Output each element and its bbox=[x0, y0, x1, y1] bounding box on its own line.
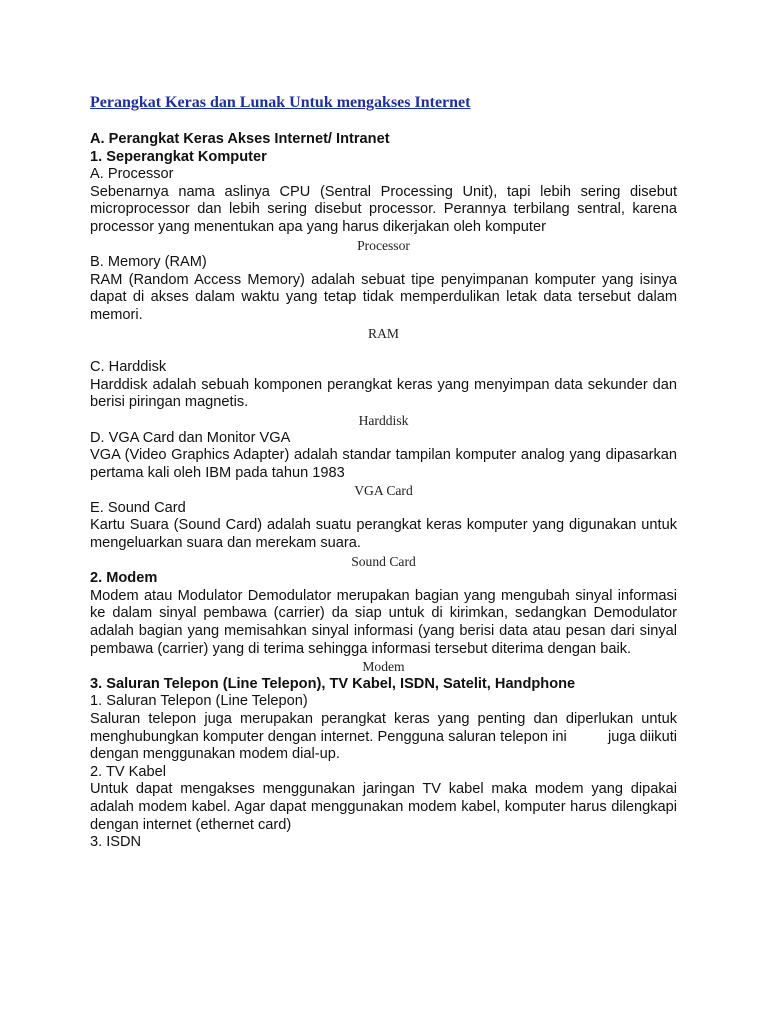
vga-caption: VGA Card bbox=[354, 483, 413, 499]
processor-caption: Processor bbox=[357, 237, 410, 253]
harddisk-text: Harddisk adalah sebuah komponen perangkat keras yang menyimpan data sekunder dan berisi piringan magnetis. bbox=[90, 376, 677, 411]
vga-text: VGA (Video Graphics Adapter) adalah standar tampilan komputer analog yang dipasarkan pertama kali oleh IBM pada tahun 1983 bbox=[90, 447, 677, 481]
harddisk-caption: Harddisk bbox=[358, 412, 409, 428]
harddisk-label: C. Harddisk bbox=[90, 359, 167, 376]
soundcard-caption: Sound Card bbox=[351, 553, 416, 569]
spacer bbox=[90, 342, 677, 359]
section-2-heading: 2. Modem bbox=[90, 570, 158, 587]
document-title-link[interactable]: Perangkat Keras dan Lunak Untuk mengakses Internet bbox=[90, 94, 471, 111]
vga-label: D. VGA Card dan Monitor VGA bbox=[90, 429, 291, 446]
processor-text: Sebenarnya nama aslinya CPU (Sentral Processing Unit), tapi lebih sering disebut microprocessor dan lebih sering disebut processor. Perannya terbilang sentral, karena processor yang menentukan apa yang harus dikerjakan oleh komputer bbox=[90, 183, 677, 235]
tvkabel-text: Untuk dapat mengakses menggunakan jaringan TV kabel maka modem yang dipakai adalah modem kabel. Agar dapat menggunakan modem kabel, komputer harus dilengkapi dengan internet (ethernet card) bbox=[90, 781, 677, 833]
telepon-label: 1. Saluran Telepon (Line Telepon) bbox=[90, 693, 308, 710]
soundcard-text: Kartu Suara (Sound Card) adalah suatu perangkat keras komputer yang digunakan untuk mengeluarkan suara dan merekam suara. bbox=[90, 517, 677, 552]
memory-label: B. Memory (RAM) bbox=[90, 254, 207, 271]
memory-caption: RAM bbox=[368, 325, 399, 341]
telepon-text: Saluran telepon juga merupakan perangkat keras yang penting dan diperlukan untuk menghubungkan komputer dengan internet. Pengguna saluran telepon ini juga diikuti dengan menggunakan modem dial-up. bbox=[90, 711, 682, 763]
section-a-heading: A. Perangkat Keras Akses Internet/ Intranet bbox=[90, 131, 390, 147]
tvkabel-label: 2. TV Kabel bbox=[90, 763, 166, 780]
isdn-label: 3. ISDN bbox=[90, 834, 142, 851]
memory-text: RAM (Random Access Memory) adalah sebuat tipe penyimpanan komputer yang isinya dapat di akses dalam waktu yang tetap tidak memperdulikan letak data tersebut dalam memori. bbox=[90, 271, 677, 323]
modem-text: Modem atau Modulator Demodulator merupakan bagian yang mengubah sinyal informasi ke dalam sinyal pembawa (carrier) da siap untuk di kirimkan, sedangkan Demodulator adalah bagian yang memisahkan sinyal informasi (yang berisi data atau pesan dari sinyal pembawa (carrier) yang di terima sehingga informasi tersebut diterima dengan baik. bbox=[90, 587, 677, 657]
section-3-heading: 3. Saluran Telepon (Line Telepon), TV Kabel, ISDN, Satelit, Handphone bbox=[90, 675, 576, 692]
soundcard-label: E. Sound Card bbox=[90, 499, 186, 516]
processor-label: A. Processor bbox=[90, 166, 174, 183]
section-1-heading: 1. Seperangkat Komputer bbox=[90, 148, 267, 165]
document-body bbox=[90, 93, 682, 852]
modem-caption: Modem bbox=[362, 659, 405, 675]
